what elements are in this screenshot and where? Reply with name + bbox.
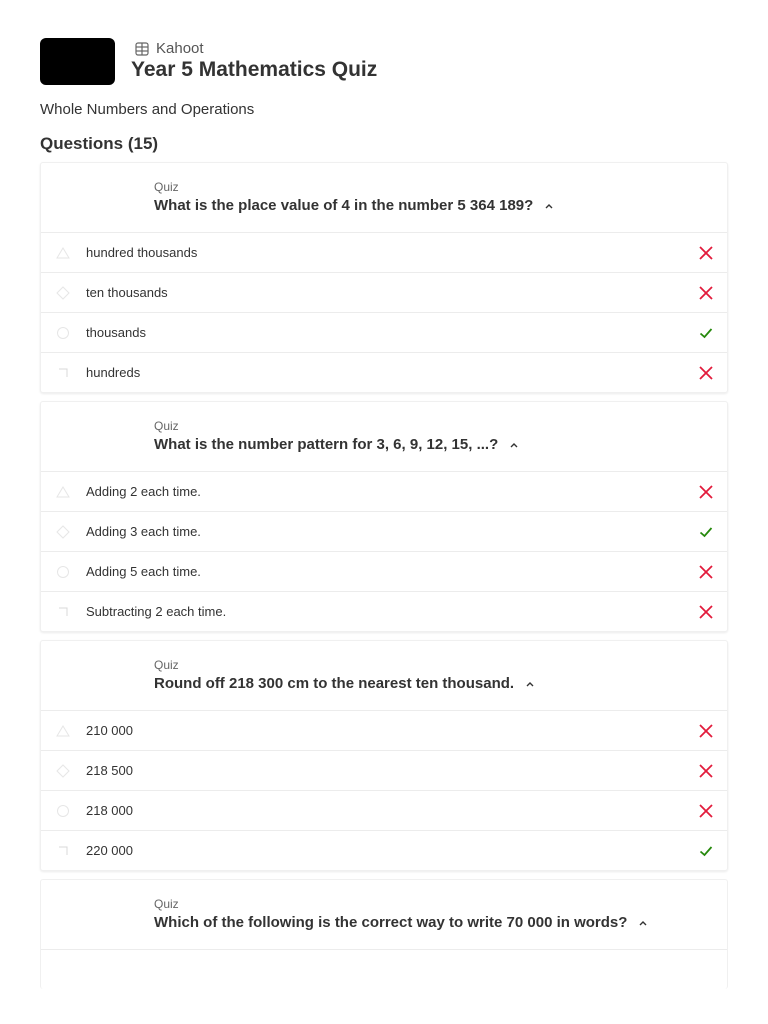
answer-row — [41, 312, 727, 352]
cross-icon — [697, 284, 715, 302]
question-header[interactable] — [41, 402, 727, 471]
question-header[interactable] — [41, 163, 727, 232]
cross-icon — [697, 244, 715, 262]
triangle-icon — [56, 724, 70, 738]
answer-text: Adding 2 each time. — [86, 484, 201, 499]
question-text — [154, 436, 520, 453]
chevron-up-icon[interactable] — [637, 917, 649, 929]
question-header[interactable] — [41, 641, 727, 710]
questions-heading: Questions (15) — [40, 134, 159, 153]
quiz-header — [40, 38, 740, 86]
question-header[interactable] — [41, 880, 727, 949]
answer-text: 210 000 — [86, 723, 133, 738]
answer-row — [41, 352, 727, 392]
question-card — [40, 401, 728, 632]
circle-icon — [56, 804, 70, 818]
answer-row — [41, 750, 727, 790]
question-card — [40, 640, 728, 871]
answer-text: Adding 3 each time. — [86, 524, 201, 539]
answer-text: 218 000 — [86, 803, 133, 818]
question-type: Quiz — [154, 897, 179, 911]
question-type: Quiz — [154, 658, 179, 672]
cross-icon — [697, 802, 715, 820]
answer-text: ten thousands — [86, 285, 168, 300]
answer-row — [41, 471, 727, 511]
answer-text: thousands — [86, 325, 146, 340]
answer-row — [41, 710, 727, 750]
triangle-icon — [56, 246, 70, 260]
square-icon — [56, 605, 70, 619]
cross-icon — [697, 762, 715, 780]
diamond-icon — [56, 525, 70, 539]
cover-image — [40, 38, 115, 85]
cross-icon — [697, 563, 715, 581]
check-icon — [697, 842, 715, 860]
kahoot-grid-icon — [135, 42, 149, 56]
answer-row — [41, 830, 727, 870]
question-list — [40, 162, 728, 997]
square-icon — [56, 844, 70, 858]
answer-text: hundred thousands — [86, 245, 198, 260]
check-icon — [697, 523, 715, 541]
answer-row-placeholder — [41, 949, 727, 989]
question-text — [154, 197, 555, 214]
answer-row — [41, 551, 727, 591]
question-text-label: Round off 218 300 cm to the nearest ten thousand. — [154, 675, 515, 692]
question-type: Quiz — [154, 419, 179, 433]
quiz-description: Whole Numbers and Operations — [40, 101, 255, 118]
check-icon — [697, 324, 715, 342]
diamond-icon — [56, 286, 70, 300]
answer-row — [41, 232, 727, 272]
question-type: Quiz — [154, 180, 179, 194]
square-icon — [56, 366, 70, 380]
question-text-label: What is the place value of 4 in the number 5 364 189? — [154, 197, 534, 214]
page-title: Year 5 Mathematics Quiz — [131, 58, 378, 81]
question-text — [154, 914, 649, 931]
diamond-icon — [56, 764, 70, 778]
circle-icon — [56, 565, 70, 579]
answer-text: Adding 5 each time. — [86, 564, 201, 579]
answer-row — [41, 272, 727, 312]
question-card — [40, 879, 728, 989]
answer-row — [41, 591, 727, 631]
question-text-label: Which of the following is the correct way to write 70 000 in words? — [154, 914, 628, 931]
cross-icon — [697, 364, 715, 382]
answer-text: 218 500 — [86, 763, 133, 778]
answer-text: hundreds — [86, 365, 141, 380]
answer-text: 220 000 — [86, 843, 133, 858]
question-card — [40, 162, 728, 393]
answer-text: Subtracting 2 each time. — [86, 604, 227, 619]
answer-row — [41, 790, 727, 830]
question-text — [154, 675, 536, 692]
cross-icon — [697, 722, 715, 740]
answer-row — [41, 511, 727, 551]
triangle-icon — [56, 485, 70, 499]
brand — [135, 40, 204, 57]
cross-icon — [697, 603, 715, 621]
chevron-up-icon[interactable] — [524, 678, 536, 690]
chevron-up-icon[interactable] — [543, 200, 555, 212]
chevron-up-icon[interactable] — [508, 439, 520, 451]
question-text-label: What is the number pattern for 3, 6, 9, 12, 15, ...? — [154, 436, 499, 453]
cross-icon — [697, 483, 715, 501]
circle-icon — [56, 326, 70, 340]
brand-label: Kahoot — [156, 40, 204, 57]
